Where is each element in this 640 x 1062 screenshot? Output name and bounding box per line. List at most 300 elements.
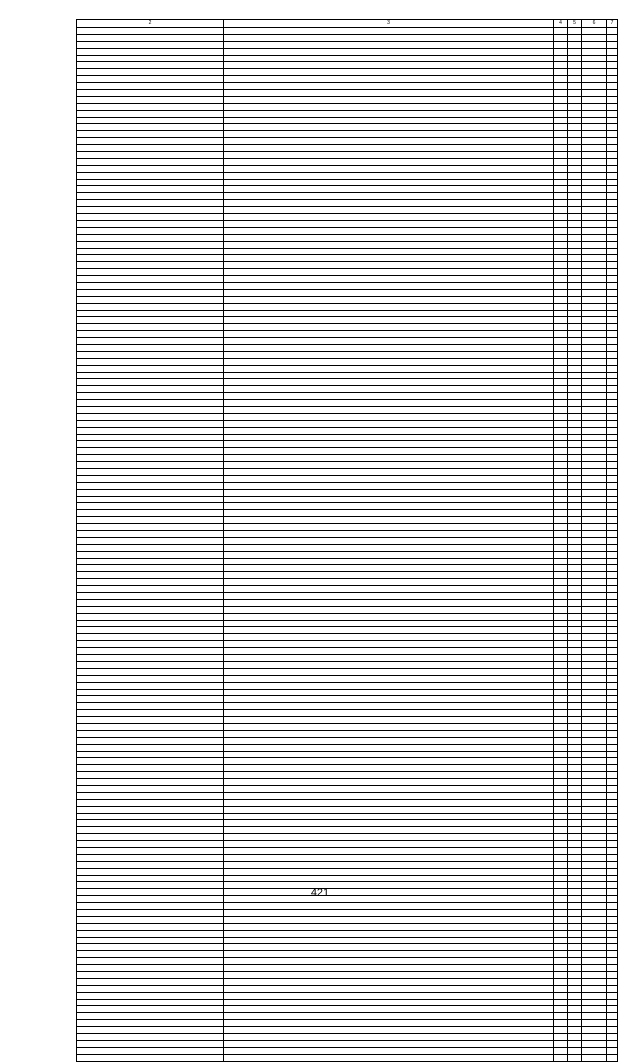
table-row [77, 427, 618, 434]
table-cell [77, 903, 224, 910]
table-cell [77, 565, 224, 572]
table-row [77, 958, 618, 965]
table-cell [554, 158, 568, 165]
table-cell [224, 358, 554, 365]
table-cell [607, 69, 618, 76]
table-row [77, 751, 618, 758]
table-cell [77, 83, 224, 90]
table-cell [582, 834, 607, 841]
table-cell [607, 958, 618, 965]
table-cell [568, 310, 582, 317]
table-cell [568, 972, 582, 979]
table-cell [582, 958, 607, 965]
table-cell [224, 413, 554, 420]
table-cell [582, 165, 607, 172]
table-row [77, 648, 618, 655]
table-cell [582, 792, 607, 799]
table-cell [582, 593, 607, 600]
table-cell [77, 717, 224, 724]
table-cell [77, 655, 224, 662]
table-cell [607, 379, 618, 386]
table-cell [77, 593, 224, 600]
table-cell [607, 344, 618, 351]
table-cell [607, 455, 618, 462]
table-cell [582, 510, 607, 517]
table-cell [77, 551, 224, 558]
table-cell [607, 41, 618, 48]
table-cell [582, 785, 607, 792]
table-cell [77, 537, 224, 544]
table-cell [77, 448, 224, 455]
table-cell [582, 469, 607, 476]
table-row [77, 303, 618, 310]
table-cell [77, 172, 224, 179]
table-cell [607, 999, 618, 1006]
table-cell [554, 717, 568, 724]
table-cell [224, 910, 554, 917]
table-cell [607, 441, 618, 448]
table-cell [607, 1047, 618, 1054]
table-cell [224, 1020, 554, 1027]
table-row [77, 593, 618, 600]
table-cell [568, 96, 582, 103]
table-cell [554, 503, 568, 510]
table-cell [554, 310, 568, 317]
table-cell [77, 972, 224, 979]
table-cell [77, 813, 224, 820]
table-cell [77, 62, 224, 69]
table-cell [582, 710, 607, 717]
table-cell [568, 1006, 582, 1013]
table-cell [77, 110, 224, 117]
table-cell [554, 682, 568, 689]
table-cell [554, 289, 568, 296]
table-cell [224, 462, 554, 469]
table-cell [554, 565, 568, 572]
table-cell [582, 655, 607, 662]
table-cell [582, 372, 607, 379]
table-cell [77, 1027, 224, 1034]
table-cell [77, 482, 224, 489]
table-cell [224, 551, 554, 558]
table-cell [607, 606, 618, 613]
table-cell [582, 324, 607, 331]
table-cell [554, 792, 568, 799]
table-cell [582, 930, 607, 937]
table-cell [568, 854, 582, 861]
table-cell [568, 83, 582, 90]
table-cell [77, 227, 224, 234]
table-cell [77, 517, 224, 524]
table-cell [568, 158, 582, 165]
table-cell [607, 289, 618, 296]
table-row [77, 214, 618, 221]
table-cell [582, 400, 607, 407]
table-cell [568, 400, 582, 407]
table-cell [607, 413, 618, 420]
table-cell [77, 179, 224, 186]
table-cell [77, 785, 224, 792]
table-cell [554, 1040, 568, 1047]
table-cell [582, 751, 607, 758]
table-row [77, 634, 618, 641]
table-cell [607, 565, 618, 572]
table-cell [607, 152, 618, 159]
table-cell [582, 413, 607, 420]
table-cell [582, 76, 607, 83]
table-cell [568, 841, 582, 848]
table-cell [77, 627, 224, 634]
table-row [77, 83, 618, 90]
table-row [77, 62, 618, 69]
table-row [77, 379, 618, 386]
table-cell [554, 351, 568, 358]
table-cell [224, 806, 554, 813]
table-cell [77, 103, 224, 110]
table-row [77, 165, 618, 172]
table-cell [224, 675, 554, 682]
table-cell [224, 868, 554, 875]
table-row [77, 28, 618, 35]
table-cell [224, 903, 554, 910]
table-cell [224, 227, 554, 234]
table-cell [568, 90, 582, 97]
table-cell [554, 441, 568, 448]
table-cell [607, 972, 618, 979]
table-row [77, 255, 618, 262]
table-cell [77, 48, 224, 55]
table-cell [554, 413, 568, 420]
table-cell [568, 958, 582, 965]
table-cell [77, 324, 224, 331]
table-cell [554, 1034, 568, 1041]
table-cell [224, 661, 554, 668]
table-cell [554, 558, 568, 565]
table-cell [568, 455, 582, 462]
table-cell [77, 351, 224, 358]
table-cell [582, 620, 607, 627]
table-cell [568, 413, 582, 420]
table-cell [582, 723, 607, 730]
table-cell [607, 172, 618, 179]
table-cell [554, 586, 568, 593]
table-cell [224, 296, 554, 303]
table-cell [582, 124, 607, 131]
table-cell [582, 434, 607, 441]
table-cell [224, 620, 554, 627]
table-cell [554, 820, 568, 827]
table-cell [568, 193, 582, 200]
table-cell [582, 558, 607, 565]
table-cell [582, 661, 607, 668]
table-cell [582, 537, 607, 544]
table-cell [224, 531, 554, 538]
table-cell [607, 310, 618, 317]
table-cell [554, 179, 568, 186]
table-row [77, 758, 618, 765]
table-cell [77, 420, 224, 427]
table-cell [77, 916, 224, 923]
table-cell [607, 1006, 618, 1013]
table-cell [554, 531, 568, 538]
table-cell [607, 448, 618, 455]
table-cell [582, 427, 607, 434]
table-cell [224, 475, 554, 482]
table-cell [77, 806, 224, 813]
table-cell [224, 220, 554, 227]
table-cell [607, 1027, 618, 1034]
table-cell [554, 544, 568, 551]
table-row [77, 351, 618, 358]
table-cell [554, 930, 568, 937]
table-cell [224, 331, 554, 338]
table-cell [607, 1034, 618, 1041]
table-cell [224, 255, 554, 262]
table-cell [607, 393, 618, 400]
table-cell [224, 393, 554, 400]
table-cell [568, 296, 582, 303]
table-cell [77, 117, 224, 124]
table-cell [554, 48, 568, 55]
table-cell [224, 517, 554, 524]
table-cell [224, 710, 554, 717]
table-cell [607, 1054, 618, 1061]
table-cell [607, 772, 618, 779]
table-cell [554, 785, 568, 792]
table-cell [554, 434, 568, 441]
table-cell [77, 441, 224, 448]
table-cell [582, 599, 607, 606]
table-cell [568, 76, 582, 83]
table-cell [607, 820, 618, 827]
table-cell [568, 861, 582, 868]
table-cell [554, 1027, 568, 1034]
table-row [77, 524, 618, 531]
table-cell [568, 103, 582, 110]
table-cell [77, 317, 224, 324]
table-row [77, 531, 618, 538]
table-row [77, 565, 618, 572]
table-cell [554, 923, 568, 930]
table-row [77, 90, 618, 97]
table-cell [582, 214, 607, 221]
table-cell [224, 648, 554, 655]
table-row [77, 1040, 618, 1047]
table-cell [224, 110, 554, 117]
table-cell [224, 482, 554, 489]
table-cell [607, 841, 618, 848]
table-cell [568, 262, 582, 269]
table-cell [224, 779, 554, 786]
table-cell [607, 668, 618, 675]
table-row [77, 503, 618, 510]
table-cell [224, 744, 554, 751]
table-cell [77, 34, 224, 41]
table-cell [607, 234, 618, 241]
table-row [77, 310, 618, 317]
table-cell [568, 172, 582, 179]
table-cell [568, 234, 582, 241]
table-cell [568, 186, 582, 193]
table-row [77, 627, 618, 634]
table-cell [568, 730, 582, 737]
table-cell [582, 717, 607, 724]
table-cell [607, 179, 618, 186]
table-cell [607, 200, 618, 207]
table-cell [607, 303, 618, 310]
table-cell [607, 675, 618, 682]
table-row [77, 875, 618, 882]
table-cell [554, 152, 568, 159]
column-number: 6 [582, 20, 607, 28]
table-cell [568, 999, 582, 1006]
table-cell [77, 661, 224, 668]
table-cell [568, 758, 582, 765]
table-cell [554, 648, 568, 655]
table-cell [554, 593, 568, 600]
table-cell [77, 138, 224, 145]
table-cell [77, 930, 224, 937]
table-row [77, 799, 618, 806]
table-cell [554, 96, 568, 103]
table-cell [77, 1040, 224, 1047]
table-row [77, 537, 618, 544]
table-cell [568, 772, 582, 779]
table-cell [582, 186, 607, 193]
table-row [77, 606, 618, 613]
table-cell [554, 282, 568, 289]
table-cell [568, 944, 582, 951]
table-cell [568, 289, 582, 296]
table-row [77, 558, 618, 565]
column-number: 2 [77, 20, 224, 28]
table-cell [582, 496, 607, 503]
table-cell [582, 682, 607, 689]
table-cell [224, 861, 554, 868]
table-row [77, 703, 618, 710]
table-cell [582, 1020, 607, 1027]
table-cell [582, 227, 607, 234]
table-row [77, 331, 618, 338]
table-cell [568, 641, 582, 648]
table-row [77, 910, 618, 917]
table-cell [568, 655, 582, 662]
table-row [77, 689, 618, 696]
table-row [77, 96, 618, 103]
table-cell [224, 689, 554, 696]
table-cell [554, 165, 568, 172]
table-cell [582, 1006, 607, 1013]
table-cell [582, 544, 607, 551]
table-row [77, 820, 618, 827]
table-cell [224, 145, 554, 152]
table-cell [582, 813, 607, 820]
table-cell [224, 248, 554, 255]
table-cell [582, 985, 607, 992]
table-cell [224, 916, 554, 923]
table-row [77, 262, 618, 269]
table-cell [554, 937, 568, 944]
table-cell [554, 76, 568, 83]
column-number: 7 [607, 20, 618, 28]
table-row [77, 324, 618, 331]
table-cell [77, 854, 224, 861]
table-cell [77, 41, 224, 48]
table-cell [568, 620, 582, 627]
table-cell [568, 28, 582, 35]
table-cell [582, 48, 607, 55]
table-cell [224, 978, 554, 985]
table-cell [607, 779, 618, 786]
table-cell [554, 510, 568, 517]
table-cell [554, 972, 568, 979]
table-cell [224, 958, 554, 965]
table-cell [77, 234, 224, 241]
table-cell [582, 455, 607, 462]
table-cell [582, 861, 607, 868]
table-cell [554, 744, 568, 751]
table-cell [582, 145, 607, 152]
table-cell [77, 606, 224, 613]
table-cell [582, 730, 607, 737]
table-cell [582, 262, 607, 269]
table-cell [77, 462, 224, 469]
table-cell [607, 48, 618, 55]
table-cell [77, 544, 224, 551]
table-cell [568, 200, 582, 207]
table-cell [582, 358, 607, 365]
table-cell [568, 434, 582, 441]
table-cell [607, 145, 618, 152]
table-cell [607, 138, 618, 145]
table-cell [224, 317, 554, 324]
table-cell [224, 448, 554, 455]
table-cell [77, 1034, 224, 1041]
table-cell [224, 1006, 554, 1013]
table-cell [554, 255, 568, 262]
table-cell [224, 827, 554, 834]
table-cell [568, 627, 582, 634]
table-cell [554, 110, 568, 117]
table-cell [77, 758, 224, 765]
table-cell [568, 813, 582, 820]
table-cell [582, 827, 607, 834]
table-cell [224, 696, 554, 703]
table-cell [224, 972, 554, 979]
table-cell [554, 455, 568, 462]
table-cell [568, 344, 582, 351]
table-row [77, 551, 618, 558]
table-row [77, 965, 618, 972]
table-cell [554, 276, 568, 283]
table-row [77, 248, 618, 255]
table-cell [77, 276, 224, 283]
table-cell [77, 978, 224, 985]
table-cell [568, 48, 582, 55]
table-cell [582, 344, 607, 351]
table-cell [554, 634, 568, 641]
table-cell [554, 861, 568, 868]
table-cell [582, 586, 607, 593]
table-cell [224, 179, 554, 186]
table-cell [607, 916, 618, 923]
table-cell [77, 489, 224, 496]
table-cell [607, 910, 618, 917]
table-row [77, 985, 618, 992]
table-row [77, 710, 618, 717]
table-cell [582, 193, 607, 200]
table-cell [607, 83, 618, 90]
